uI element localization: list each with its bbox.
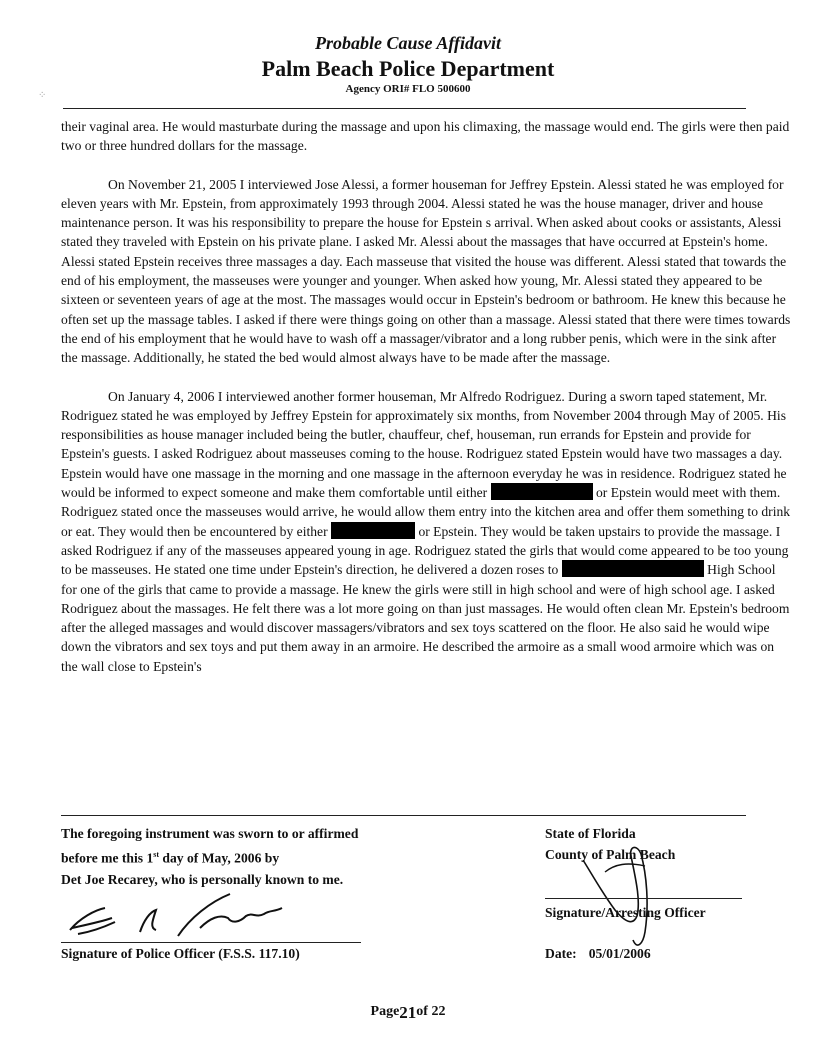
page-prefix: Page [370, 1004, 400, 1019]
sworn-line-1: The foregoing instrument was sworn to or affirmed [61, 826, 359, 841]
signature-line-left [61, 942, 361, 943]
state-label: State of Florida [545, 826, 636, 841]
redaction-block [331, 522, 415, 539]
arresting-officer-signature-label: Signature/Arresting Officer [545, 905, 706, 920]
paragraph-2: On November 21, 2005 I interviewed Jose Alessi, a former houseman for Jeffrey Epstein. Alessi stated he was employed for eleven years with Mr. Epstein, from approximately 1993 through 2004. Alessi stated he was the house manager, driver and house maintenance person. It was his responsibility to prepare the house for Epstein s arrival. When asked about cooks or assistants, Alessi stated they traveled with Epstein on his private plane. I asked Mr. Alessi about the massages that have occurred at Epstein's home. Alessi stated Epstein receives three massages a day. Each masseuse that visited the house was different. Alessi stated that towards the end of his employment, the masseuses were younger and younger. When asked how young, Mr. Alessi stated they appeared to be sixteen or seventeen years of age at the most. The massages would occur in Epstein's bedroom or bathroom. He knew this because he often set up the massage tables. I asked if there were things going on other than a massage. Alessi stated that there were times towards the end of his employment that he would have to wash off a massager/vibrator and a long rubber penis, which were in the sink after the massage. Additionally, he stated the bed would almost always have to be made after the massage. [61, 176, 791, 366]
page-number [0, 1003, 816, 1023]
document-title: Palm Beach Police Department [261, 56, 555, 81]
scan-mark: ⁘ [38, 90, 47, 101]
header-rule [63, 108, 746, 109]
police-officer-signature-label: Signature of Police Officer (F.S.S. 117.10) [61, 946, 300, 961]
document-subtitle: Probable Cause Affidavit [315, 33, 501, 53]
page-current: 21 [399, 1003, 417, 1022]
paragraph-3-part-b: or Epstein would meet with them. Rodriguez stated once the masseuses would arrive, he would allow them entry into the kitchen area and offer them something to drink or eat. They would then be encountered by either [61, 485, 791, 539]
page-total: of 22 [416, 1004, 446, 1019]
sworn-line-2-b: day of May, 2006 by [159, 850, 280, 866]
paragraph-1: their vaginal area. He would masturbate during the massage and upon his climaxing, the massage would end. The girls were then paid two or three hundred dollars for the massage. [61, 119, 790, 154]
date-row [545, 946, 651, 962]
redaction-block [562, 560, 704, 577]
sworn-line-2 [61, 844, 481, 869]
affidavit-body [61, 117, 793, 676]
sworn-statement [61, 823, 481, 890]
date-label: Date: [545, 946, 577, 961]
signature-line-right [545, 898, 742, 899]
paragraph-3 [61, 387, 793, 676]
agency-ori: Agency ORI# FLO 500600 [345, 83, 471, 95]
paragraph-3-part-a: On January 4, 2006 I interviewed another former houseman, Mr Alfredo Rodriguez. During a sworn taped statement, Mr. Rodriguez stated he was employed by Jeffrey Epstein for approximately six months, from November 2004 through May of 2005. His responsibilities as house manager included being the butler, chauffeur, chef, houseman, run errands for Epstein and provide for Epstein's guests. I asked Rodriguez about masseuses coming to the house. Rodriguez stated Epstein would have two massages a day. Epstein would have one massage in the morning and one massage in the afternoon everyday he was in residence. Rodriguez stated he would be informed to expect someone and make them comfortable until either [61, 388, 787, 501]
date-value: 05/01/2006 [588, 946, 651, 961]
arresting-officer-signature [575, 836, 675, 956]
sworn-line-3: Det Joe Recarey, who is personally known to me. [61, 871, 344, 887]
paragraph-3-part-c: or Epstein. They would be taken upstairs to provide the massage. I asked Rodriguez if any of the masseuses appeared young in age. Rodriguez stated the girls that would come appeared to be too young to be masseuses. He stated one time under Epstein's direction, he delivered a dozen roses to [61, 523, 789, 578]
sworn-line-2-a: before me this 1 [61, 850, 154, 866]
paragraph-3-part-d: High School for one of the girls that came to provide a massage. He knew the girls were still in high school and were of high school age. I asked Rodriguez about the massages. He felt there was a lot more going on than just massages. He would often clean Mr. Epstein's bedroom after the alleged massages and would discover massagers/vibrators and sex toys scattered on the floor. He also said he would wipe down the vibrators and sex toys and put them away in an armoire. He described the armoire as a small wood armoire which was on the wall close to Epstein's [61, 562, 790, 674]
officer-signature [60, 888, 300, 948]
redaction-block [491, 483, 593, 500]
county-label: County of Palm Beach [545, 847, 676, 862]
footer-rule [61, 815, 746, 816]
ordinal-suffix: st [153, 850, 160, 859]
